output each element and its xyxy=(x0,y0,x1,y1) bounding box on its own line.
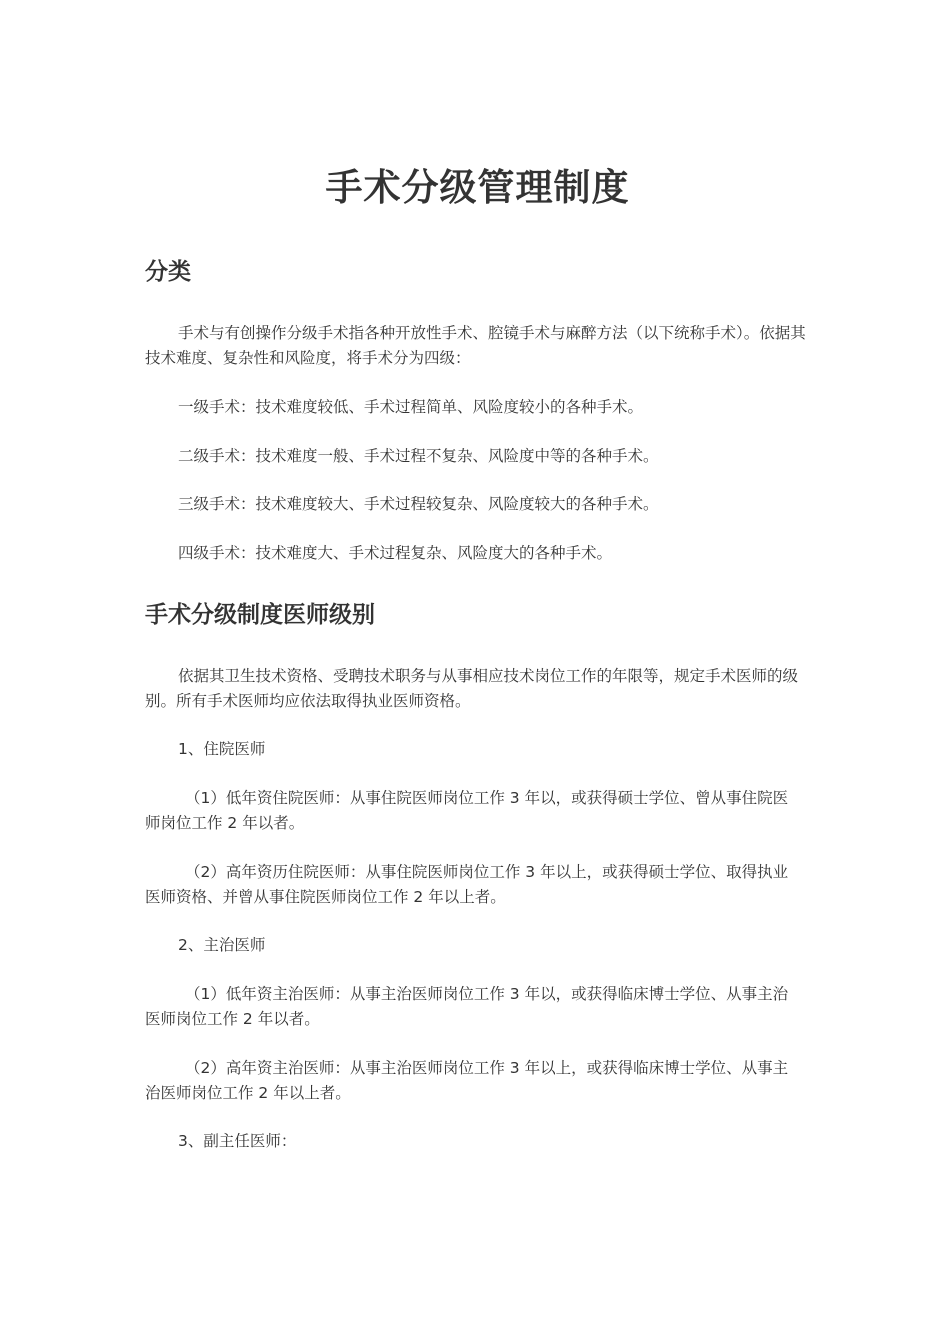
paragraph: （2）高年资历住院医师：从事住院医师岗位工作 3 年以上，或获得硕士学位、取得执业医师资格、并曾从事住院医师岗位工作 2 年以上者。 xyxy=(145,863,789,906)
paragraph: （1）低年资住院医师：从事住院医师岗位工作 3 年以，或获得硕士学位、曾从事住院医师岗位工作 2 年以者。 xyxy=(145,789,789,832)
paragraph: （1）低年资主治医师：从事主治医师岗位工作 3 年以，或获得临床博士学位、从事主治医师岗位工作 2 年以者。 xyxy=(145,985,789,1028)
document-title: 手术分级管理制度 xyxy=(325,166,630,209)
paragraph: 三级手术：技术难度较大、手术过程较复杂、风险度较大的各种手术。 xyxy=(178,495,659,513)
section-heading-physician-levels: 手术分级制度医师级别 xyxy=(145,602,375,628)
section-heading-classification: 分类 xyxy=(145,259,191,285)
paragraph: 手术与有创操作分级手术指各种开放性手术、腔镜手术与麻醉方法（以下统称手术）。依据其技术难度、复杂性和风险度，将手术分为四级： xyxy=(145,324,806,367)
paragraph: 四级手术：技术难度大、手术过程复杂、风险度大的各种手术。 xyxy=(178,544,613,562)
paragraph: 3、副主任医师： xyxy=(178,1132,297,1150)
paragraph: （2）高年资主治医师：从事主治医师岗位工作 3 年以上，或获得临床博士学位、从事主治医师岗位工作 2 年以上者。 xyxy=(145,1059,789,1102)
paragraph: 1、住院医师 xyxy=(178,740,266,758)
paragraph: 2、主治医师 xyxy=(178,936,266,954)
paragraph: 二级手术：技术难度一般、手术过程不复杂、风险度中等的各种手术。 xyxy=(178,447,659,465)
paragraph: 依据其卫生技术资格、受聘技术职务与从事相应技术岗位工作的年限等，规定手术医师的级别。所有手术医师均应依法取得执业医师资格。 xyxy=(145,667,799,710)
paragraph: 一级手术：技术难度较低、手术过程简单、风险度较小的各种手术。 xyxy=(178,398,644,416)
